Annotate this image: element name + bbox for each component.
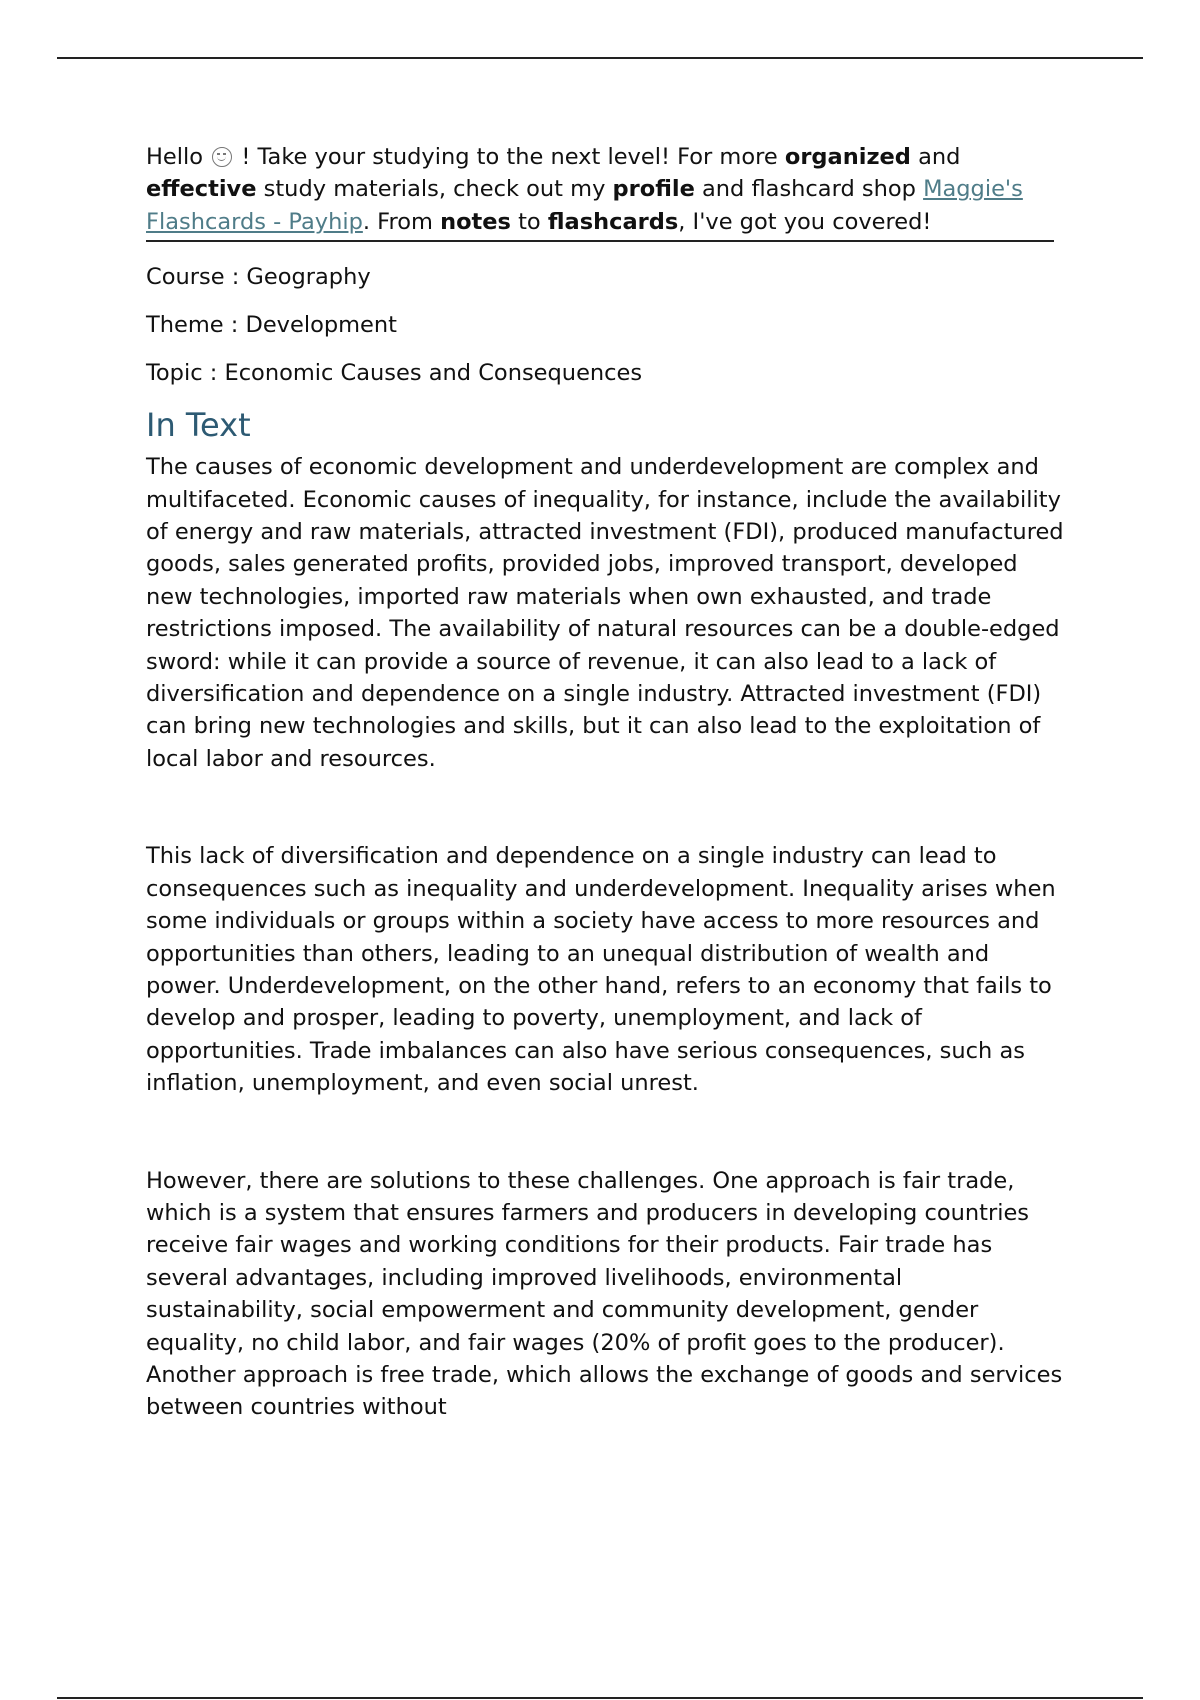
document-meta bbox=[146, 261, 1066, 389]
promo-bold-flashcards: flashcards bbox=[547, 208, 679, 235]
promo-text: ! Take your studying to the next level! For more bbox=[234, 144, 785, 170]
section-heading: In Text bbox=[146, 406, 251, 445]
promo-bold-notes: notes bbox=[440, 208, 511, 235]
body-paragraph-3: However, there are solutions to these challenges. One approach is fair trade, which is a system that ensures farmers and producers in developing countries receive fair wages and working conditions for their products. Fair trade has several advantages, including improved livelihoods, environmental sustainability, social empowerment and community development, gender equality, no child labor, and fair wages (20% of profit goes to the producer). Another approach is free trade, which allows the exchange of goods and services between countries without bbox=[146, 1167, 1063, 1421]
promo-text: study materials, check out my bbox=[256, 176, 613, 203]
promo-text: to bbox=[510, 208, 548, 235]
theme-label: Theme : Development bbox=[146, 312, 397, 339]
body-paragraph-2: This lack of diversification and dependence on a single industry can lead to consequences such as inequality and underdevelopment. Inequality arises when some individuals or groups within a society have access to more resources and opportunities than others, leading to an unequal distribution of wealth and power. Underdevelopment, on the other hand, refers to an economy that fails to develop and prosper, leading to poverty, unemployment, and lack of opportunities. Trade imbalances can also have serious consequences, such as inflation, unemployment, and even social unrest. bbox=[146, 843, 1056, 1097]
promo-hello: Hello bbox=[146, 144, 204, 170]
flashcard-shop-link[interactable]: Maggie's Flashcards - Payhip bbox=[146, 176, 1023, 235]
topic-label: Topic : Economic Causes and Consequences bbox=[146, 360, 643, 387]
course-label: Course : Geography bbox=[146, 264, 371, 291]
page-top-rule bbox=[57, 57, 1143, 59]
promo-bold-organized: organized bbox=[784, 144, 911, 170]
promo-banner bbox=[146, 141, 1054, 242]
page-bottom-rule bbox=[57, 1697, 1143, 1699]
smiley-face-icon bbox=[212, 147, 232, 167]
page-content bbox=[146, 141, 1066, 1489]
body-paragraph-1: The causes of economic development and underdevelopment are complex and multifaceted. Economic causes of inequality, for instance, include the availability of energy and raw materials, attracted investment (FDI), produced manufactured goods, sales generated profits, provided jobs, improved transport, developed new technologies, imported raw materials when own exhausted, and trade restrictions imposed. The availability of natural resources can be a double-edged sword: while it can provide a source of revenue, it can also lead to a lack of diversification and dependence on a single industry. Attracted investment (FDI) can bring new technologies and skills, but it can also lead to the exploitation of local labor and resources. bbox=[146, 454, 1064, 772]
promo-bold-profile: profile bbox=[612, 176, 695, 203]
promo-text: and flashcard shop bbox=[694, 176, 924, 203]
promo-bold-effective: effective bbox=[146, 176, 257, 203]
promo-text: and bbox=[910, 144, 961, 170]
promo-text: . From bbox=[362, 208, 441, 235]
promo-text: , I've got you covered! bbox=[678, 208, 932, 235]
